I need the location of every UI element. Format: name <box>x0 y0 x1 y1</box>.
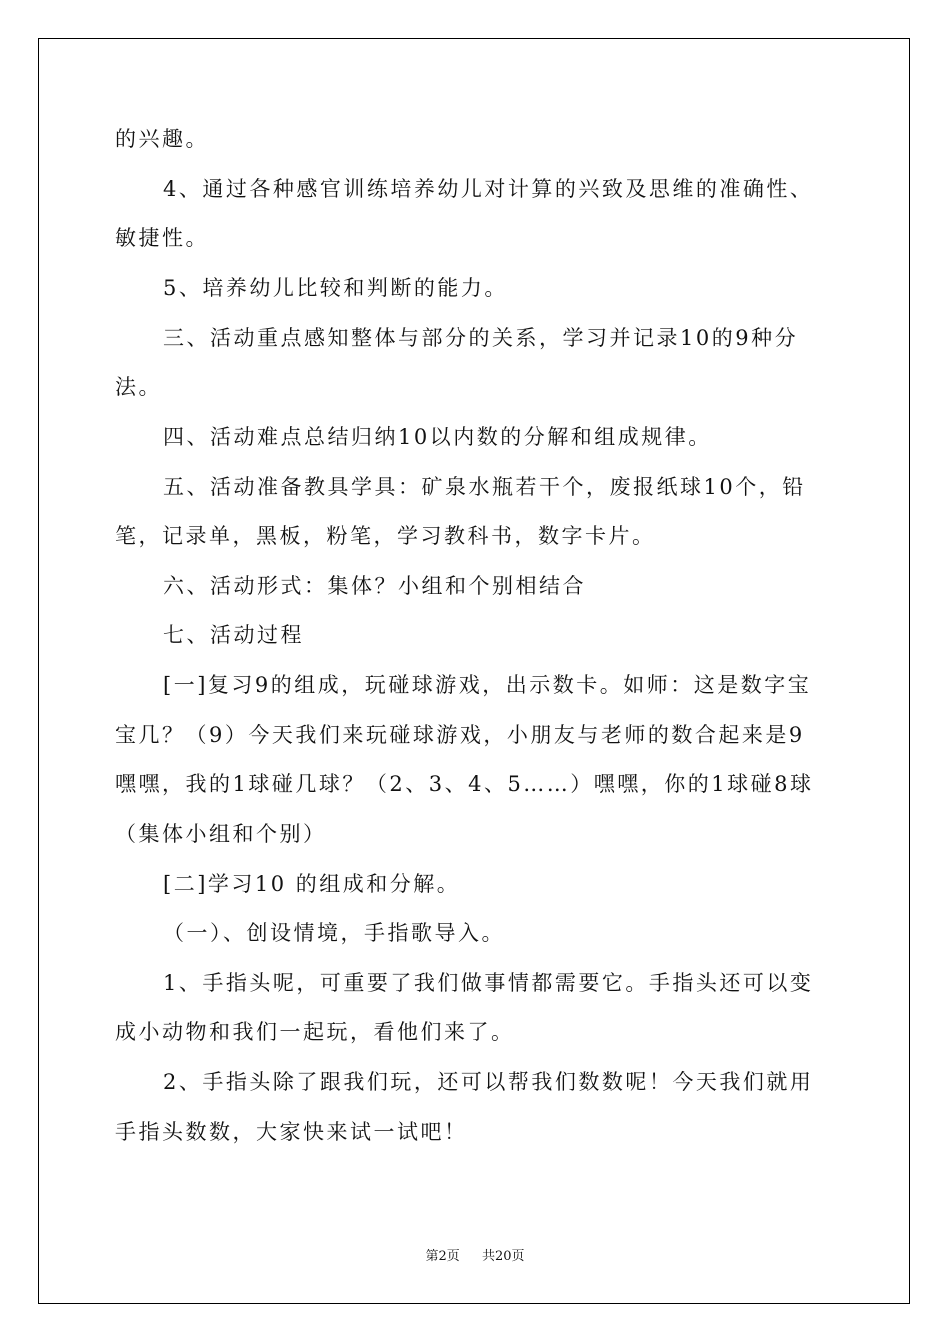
text-line: （集体小组和个别） <box>115 822 327 846</box>
text-line: 嘿嘿，我的1球碰几球？（2、3、4、5……）嘿嘿，你的1球碰8球 <box>115 772 814 796</box>
text-line: 的兴趣。 <box>115 127 209 151</box>
text-line: 六、活动形式：集体？小组和个别相结合 <box>163 574 586 598</box>
page-total: 共20页 <box>482 1249 525 1264</box>
text-line: 五、活动准备教具学具：矿泉水瓶若干个，废报纸球10个，铅 <box>163 475 806 499</box>
text-line: 手指头数数，大家快来试一试吧！ <box>115 1120 468 1144</box>
text-line: 5、培养幼儿比较和判断的能力。 <box>163 276 508 300</box>
text-line: [二]学习10 的组成和分解。 <box>163 872 461 896</box>
text-line: 三、活动重点感知整体与部分的关系，学习并记录10的9种分 <box>163 326 799 350</box>
text-line: 4、通过各种感官训练培养幼儿对计算的兴致及思维的准确性、 <box>163 177 814 201</box>
text-line: （一）、创设情境，手指歌导入。 <box>163 921 505 945</box>
text-line: 1、手指头呢，可重要了我们做事情都需要它。手指头还可以变 <box>163 971 814 995</box>
text-line: 成小动物和我们一起玩，看他们来了。 <box>115 1020 515 1044</box>
page-number: 第2页 <box>425 1249 460 1264</box>
page-footer <box>0 1245 950 1264</box>
text-line: 法。 <box>115 375 162 399</box>
text-line: [一]复习9的组成，玩碰球游戏，出示数卡。如师：这是数字宝 <box>163 673 812 697</box>
text-line: 敏捷性。 <box>115 226 209 250</box>
text-line: 七、活动过程 <box>163 623 304 647</box>
text-line: 笔，记录单，黑板，粉笔，学习教科书，数字卡片。 <box>115 524 656 548</box>
text-line: 宝几？（9）今天我们来玩碰球游戏，小朋友与老师的数合起来是9 <box>115 723 805 747</box>
text-line: 2、手指头除了跟我们玩，还可以帮我们数数呢！今天我们就用 <box>163 1070 814 1094</box>
text-line: 四、活动难点总结归纳10以内数的分解和组成规律。 <box>163 425 712 449</box>
